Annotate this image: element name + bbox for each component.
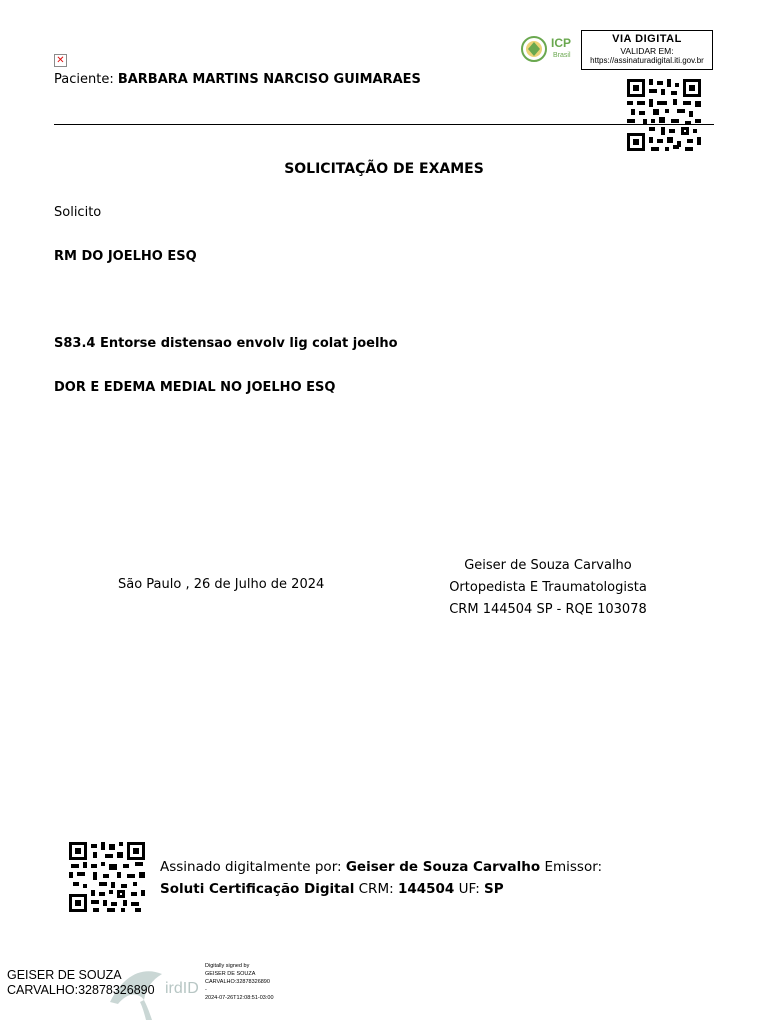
patient-line (54, 72, 421, 87)
stamp-signer-name (7, 968, 155, 998)
exam-requested: RM DO JOELHO ESQ (54, 249, 197, 264)
stamp-brand: irdID (165, 980, 199, 997)
uf-value: SP (484, 881, 504, 897)
icp-brasil-logo (520, 32, 578, 66)
stamp-name-line-1: GEISER DE SOUZA (7, 968, 122, 982)
via-digital-title: VIA DIGITAL (612, 33, 682, 45)
issuer-label: Emissor: (540, 859, 603, 875)
document-title: SOLICITAÇÃO DE EXAMES (284, 161, 484, 177)
patient-label: Paciente: (54, 72, 118, 87)
svg-text:Brasil: Brasil (553, 52, 571, 59)
request-intro: Solicito (54, 205, 102, 220)
stamp-detail-line-2: GEISER DE SOUZA (205, 971, 256, 977)
issuer-name: Soluti Certificação Digital (160, 881, 355, 897)
validate-label: VALIDAR EM: (620, 46, 674, 56)
stamp-detail-line-1: Digitally signed by (205, 963, 250, 969)
stamp-detail-line-3: CARVALHO:32878326890 (205, 979, 270, 985)
doctor-registry: CRM 144504 SP - RQE 103078 (449, 602, 647, 617)
cid-diagnosis: S83.4 Entorse distensao envolv lig colat joelho (54, 336, 398, 351)
crm-value: 144504 (397, 881, 455, 897)
signed-by-label: Assinado digitalmente por: (160, 859, 346, 875)
stamp-detail-line-5: 2024-07-26T12:08:51-03:00 (205, 995, 274, 1001)
doctor-specialty: Ortopedista E Traumatologista (449, 580, 647, 595)
city-date: São Paulo , 26 de Julho de 2024 (118, 577, 325, 592)
digital-signature-text (160, 856, 650, 900)
doctor-name: Geiser de Souza Carvalho (464, 558, 632, 573)
doctor-block (448, 555, 648, 621)
qr-code-icon (627, 79, 701, 151)
header-divider (54, 124, 714, 125)
svg-text:ICP: ICP (551, 36, 572, 50)
broken-image-icon: ✕ (54, 54, 67, 67)
clinical-note: DOR E EDEMA MEDIAL NO JOELHO ESQ (54, 380, 336, 395)
stamp-detail-line-4: - (205, 987, 207, 993)
signer-name: Geiser de Souza Carvalho (345, 859, 541, 875)
via-digital-badge (581, 30, 713, 70)
stamp-name-line-2: CARVALHO:32878326890 (7, 983, 155, 997)
patient-name: BARBARA MARTINS NARCISO GUIMARAES (117, 72, 421, 87)
validate-url[interactable]: https://assinaturadigital.iti.gov.br (590, 56, 704, 65)
signature-qr-code-icon (69, 842, 145, 912)
crm-label: CRM: (354, 881, 398, 897)
uf-label: UF: (454, 881, 485, 897)
stamp-detail (205, 962, 274, 1002)
